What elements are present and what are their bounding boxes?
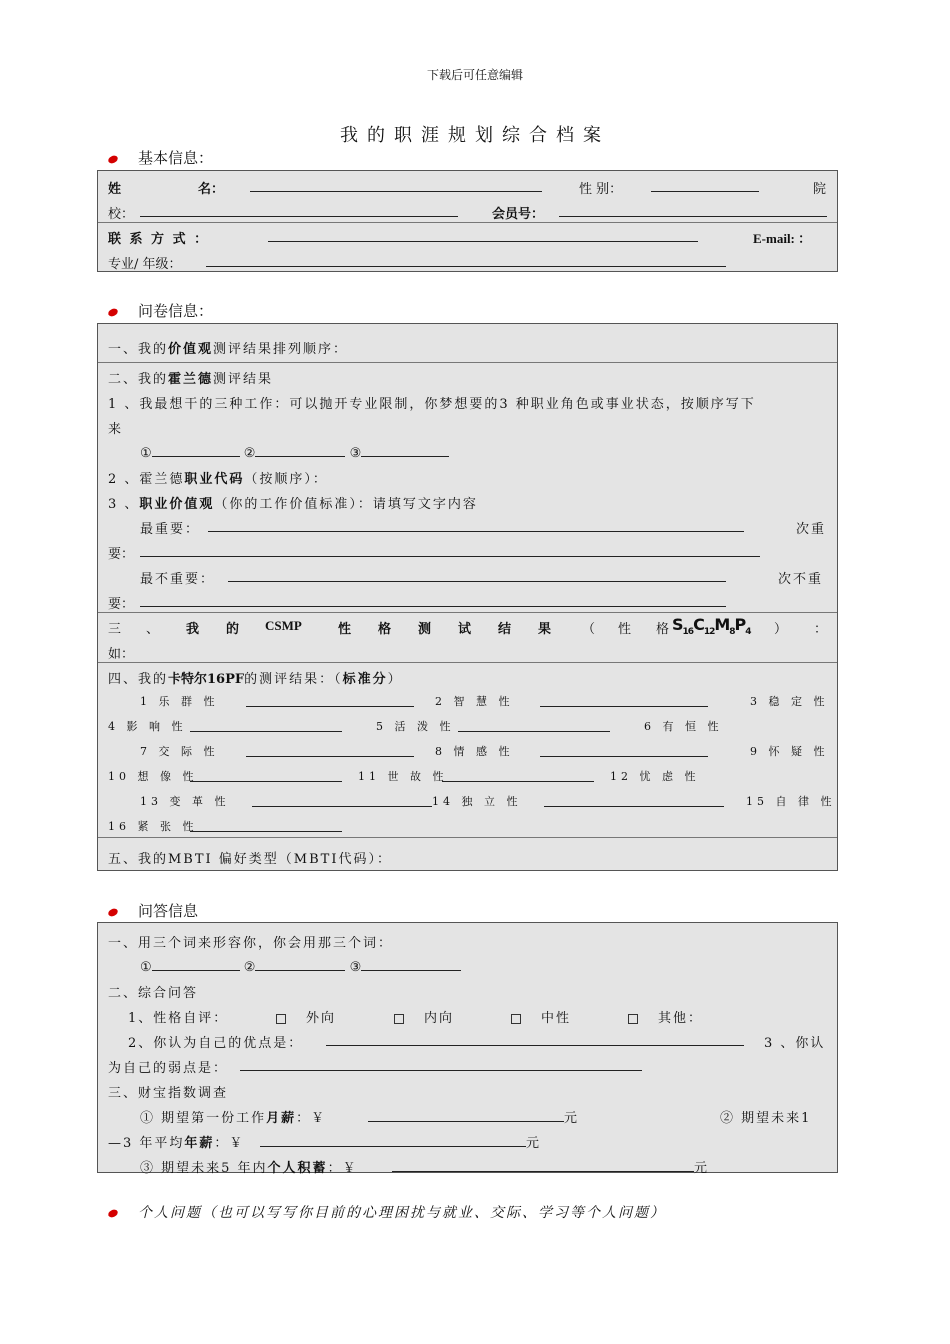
second-important-field[interactable] [140,543,760,557]
trait-label: 2 智 慧 性 [435,695,514,708]
header-note: 下载后可任意编辑 [426,68,523,82]
r3-part: CSMP [265,618,302,633]
strengths-field[interactable] [326,1032,744,1046]
weakness-label-cont: 为自己的弱点是： [108,1061,229,1076]
most-important-label: 最重要： [140,522,201,537]
trait-field[interactable] [544,793,724,807]
email-label: E-mail: ： [753,231,812,246]
r2-3-bold: 职业价值观 [139,497,215,512]
yuan-unit: 元 [526,1136,540,1151]
qa-2-text: 二、综合问答 [108,986,199,1001]
r3-part: （ [582,622,596,637]
contact-label: 联 系 方 式 ： [108,232,210,247]
r3-part: 三 [108,622,122,637]
divider [98,222,837,223]
trait-label: 8 情 感 性 [435,745,514,758]
option-introvert: 内向 [424,1011,455,1026]
yuan-unit: 元 [694,1161,708,1176]
w3-text: ③ 期望未来5 年内 [140,1161,268,1176]
second-least-label: 次不重 [778,572,824,587]
circle-2: ② [243,960,256,975]
weakness-label: 3 、你认 [764,1036,826,1051]
contact-field[interactable] [268,228,698,242]
trait-label: 10 想 像 性 [108,770,198,783]
r1-post: 测评结果排列顺序： [213,342,349,357]
r4-bold: 卡特尔16PF [168,672,245,687]
name-field[interactable] [250,178,542,192]
r4-mid: 的测评结果：（ [244,672,343,687]
trait-field[interactable] [246,743,414,757]
r1-text: 一、我的 [108,342,169,357]
r3-part: 我 [186,622,200,637]
r3-part: ： [814,622,828,637]
divider [98,362,837,363]
checkbox-icon[interactable] [394,1014,404,1024]
w2b-bold: 年薪 [184,1136,215,1151]
r2-2-text: 2 、霍兰德 [108,472,185,487]
checkbox-icon[interactable] [276,1014,286,1024]
w1-post: ：￥ [296,1111,327,1126]
section-qa-heading [108,900,198,921]
r2-text: 二、我的 [108,372,169,387]
w3-post: ：￥ [327,1161,358,1176]
csmp-example: $S_{16}C_{12}M_8P_4$ [672,615,751,638]
trait-label: 12 忧 虑 性 [610,770,700,783]
weakness-field[interactable] [240,1057,642,1071]
w2b-text: —3 年平均 [108,1136,185,1151]
trait-field[interactable] [252,793,432,807]
work-3-field[interactable] [361,443,449,457]
r4-post: ） [387,672,401,687]
r3-part: 性 [338,622,352,637]
section-basic-heading [108,147,213,168]
circle-2: ② [243,446,256,461]
circle-3: ③ [349,960,362,975]
section-label: 问卷信息： [138,302,214,320]
r3-part: 结 [498,622,512,637]
bullet-icon [107,907,119,918]
trait-label: 1 乐 群 性 [140,695,219,708]
trait-label: 4 影 响 性 [108,720,187,733]
trait-label: 5 活 泼 性 [376,720,455,733]
least-important-label: 最不重要： [140,572,216,587]
checkbox-icon[interactable] [511,1014,521,1024]
w1-bold: 月薪 [266,1111,297,1126]
qa-1-text: 一、用三个词来形容你，你会用那三个词： [108,936,394,951]
divider [98,612,837,613]
r3-part: 、 [146,622,160,637]
yuan-unit: 元 [564,1111,578,1126]
r3-part: ） [774,622,788,637]
trait-label: 16 紧 张 性 [108,820,198,833]
r2-3-text: 3 、 [108,497,140,512]
r2-3-post: （你的工作价值标准）：请填写文字内容 [214,497,478,512]
work-2-field[interactable] [255,443,345,457]
gender-label: 性 别： [579,182,623,197]
r1-bold: 价值观 [168,342,214,357]
r4-text: 四、我的 [108,672,169,687]
option-extrovert: 外向 [306,1011,337,1026]
trait-field[interactable] [246,693,414,707]
r4-bold-2: 标准分 [342,672,388,687]
bullet-icon [107,154,119,165]
divider [98,837,837,838]
r3-part: 的 [226,622,240,637]
r3-part: 试 [458,622,472,637]
w3-bold: 个人积蓄 [267,1161,328,1176]
trait-field[interactable] [190,818,342,832]
section-questionnaire-heading [108,300,213,321]
major-label: 专业/ 年级： [108,257,182,272]
second-important-label: 次重 [796,522,827,537]
self-eval-label: 1、性格自评： [128,1011,229,1026]
r2-1-cont: 来 [108,422,122,437]
r2-1-text: 1 、我最想干的三种工作：可以抛开专业限制，你梦想要的3 种职业角色或事业状态，按顺序写下 [108,397,756,412]
trait-field[interactable] [190,768,342,782]
r2-2-bold: 职业代码 [184,472,245,487]
bullet-icon [107,307,119,318]
trait-field[interactable] [540,693,708,707]
school-label-2: 校： [108,207,135,222]
trait-label: 6 有 恒 性 [644,720,723,733]
w2b-post: ：￥ [214,1136,245,1151]
name-label-2: 名： [198,182,225,197]
r3-part: 测 [418,622,432,637]
most-important-field[interactable] [208,518,744,532]
savings-field[interactable] [392,1158,694,1172]
trait-field[interactable] [442,768,594,782]
trait-field[interactable] [458,718,610,732]
w2-text: ② 期望未来1 [720,1111,812,1126]
divider [98,662,837,663]
member-field[interactable] [559,203,827,217]
r3-part: 果 [538,622,552,637]
monthly-salary-field[interactable] [368,1108,564,1122]
strengths-label: 2、你认为自己的优点是： [128,1036,304,1051]
r3-part: 如： [108,647,135,662]
second-important-label-cont: 要： [108,547,135,562]
r2-2-post: （按顺序）： [244,472,328,487]
page-title: 我的职涯规划综合档案 [340,125,610,146]
trait-label: 13 变 革 性 [140,795,230,808]
school-label-1: 院 [813,182,827,197]
major-field[interactable] [206,253,726,267]
questionnaire-box [97,323,838,871]
w1-text: ① 期望第一份工作 [140,1111,267,1126]
school-field[interactable] [140,203,458,217]
r2-bold: 霍兰德 [168,372,214,387]
wealth-heading: 三、财宝指数调查 [108,1086,229,1101]
word-2-field[interactable] [255,957,345,971]
least-important-field[interactable] [228,568,726,582]
trait-label: 9 怀 疑 性 [750,745,829,758]
second-least-field[interactable] [140,593,726,607]
member-label: 会员号： [492,207,545,222]
trait-label: 7 交 际 性 [140,745,219,758]
word-3-field[interactable] [361,957,461,971]
r3-part: 格 [656,622,670,637]
section-label: 基本信息： [138,149,214,167]
trait-label: 15 自 律 性 [746,795,836,808]
trait-field[interactable] [190,718,342,732]
name-label-1: 姓 [108,182,122,197]
trait-label: 11 世 故 性 [358,770,448,783]
basic-info-box [97,170,838,272]
r2-post: 测评结果 [213,372,274,387]
bullet-icon [107,1208,119,1219]
section-label: 个人问题（也可以写写你目前的心理困扰与就业、交际、学习等个人问题） [138,1205,666,1221]
trait-field[interactable] [540,743,708,757]
r3-part: 格 [378,622,392,637]
word-1-field[interactable] [152,957,240,971]
r5-text: 五、我的MBTI 偏好类型（MBTI代码）： [108,852,392,867]
section-label: 问答信息 [138,902,199,920]
option-other: 其他： [658,1011,704,1026]
second-least-label-cont: 要： [108,597,135,612]
trait-label: 3 稳 定 性 [750,695,829,708]
r3-part: 性 [618,622,632,637]
annual-salary-field[interactable] [260,1133,526,1147]
checkbox-icon[interactable] [628,1014,638,1024]
gender-field[interactable] [651,178,759,192]
trait-label: 14 独 立 性 [432,795,522,808]
circle-1: ① [140,446,152,461]
circle-3: ③ [349,446,362,461]
qa-box [97,922,838,1176]
section-personal-heading [108,1202,666,1222]
option-neutral: 中性 [541,1011,572,1026]
work-1-field[interactable] [152,443,240,457]
circle-1: ① [140,960,152,975]
